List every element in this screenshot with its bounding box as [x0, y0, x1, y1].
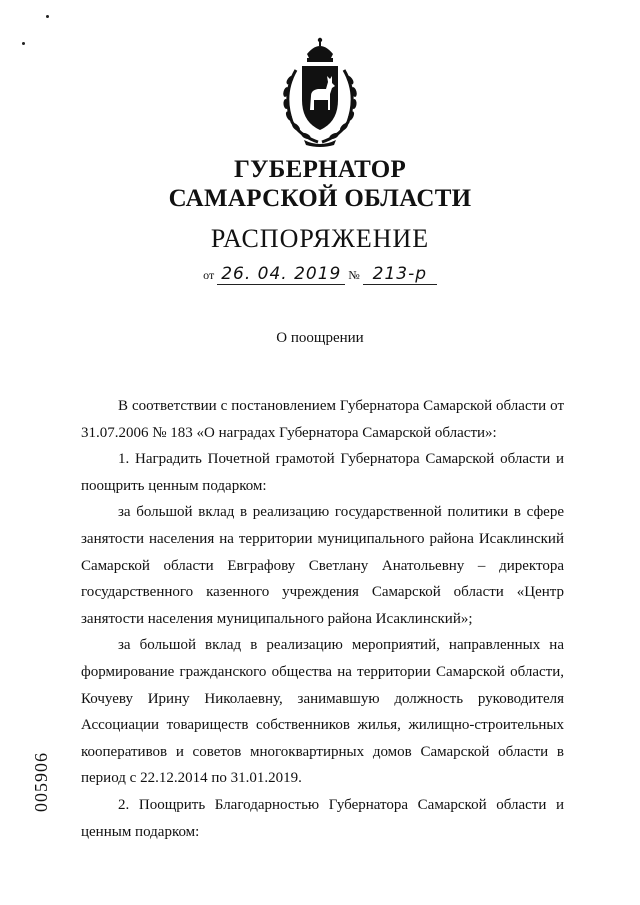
document-subject: О поощрении — [276, 330, 364, 346]
number-prefix: № — [348, 268, 360, 282]
document-type: РАСПОРЯЖЕНИЕ — [210, 224, 430, 253]
paragraph: В соответствии с постановлением Губернатора Самарской области от 31.07.2006 № 183 «О наградах Губернатора Самарской области»: — [81, 398, 564, 441]
scan-speck — [46, 15, 49, 18]
registration-line — [0, 266, 640, 285]
paragraph: 2. Поощрить Благодарностью Губернатора Самарской области и ценным подарком: — [81, 796, 564, 840]
date-prefix: от — [203, 268, 215, 282]
coat-of-arms-icon — [274, 36, 366, 148]
paragraph: за большой вклад в реализацию мероприятий, направленных на формирование гражданского общества на территории Самарской области, Кочуеву Ирину Николаевну, занимавшую должность руководителя Ассоциации товариществ собственников жилья, жилищно-строительных кооперативов и советов многоквартирных домов Самарской области в период с 22.12.2014 по 31.01.2019. — [81, 637, 564, 787]
document-body — [81, 393, 564, 845]
paragraph: 1. Наградить Почетной грамотой Губернатора Самарской области и поощрить ценным подарком: — [81, 451, 564, 494]
handwritten-date: 26. 04. 2019 — [217, 266, 345, 285]
scan-speck — [22, 42, 25, 45]
header-governor: ГУБЕРНАТОР — [233, 156, 407, 183]
paragraph: за большой вклад в реализацию государственной политики в сфере занятости населения на территории муниципального района Исаклинский Самарской области Евграфову Светлану Анатольевну – директора государственного казенного учреждения Самарской области «Центр занятости населения муниципального района Исаклинский»; — [81, 504, 564, 627]
side-registration-stamp: 005906 — [31, 752, 51, 812]
handwritten-number: 213-р — [363, 266, 437, 285]
header-region: САМАРСКОЙ ОБЛАСТИ — [168, 185, 472, 212]
